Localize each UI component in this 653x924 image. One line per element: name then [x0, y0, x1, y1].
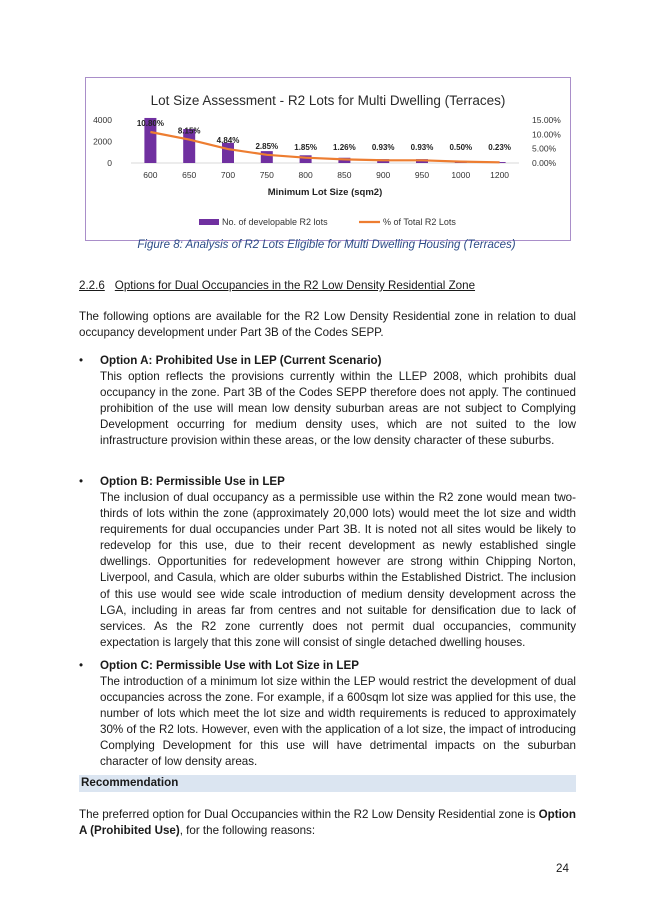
data-label: 0.23%	[488, 143, 511, 152]
option-a-text: This option reflects the provisions currently within the LLEP 2008, which prohibits dual occupancy in the zone. Part 3B of the Codes SEPP therefore does not apply. The continued prohibition of the use will mean low density suburban areas are not subject to Complying Development occurring for medium density uses, which are not suited to the low infrastructure provision within these areas, or the low density character of these suburbs.	[100, 370, 576, 448]
page-number: 24	[556, 862, 569, 875]
bar-700	[222, 143, 234, 163]
x-tick: 750	[259, 170, 274, 180]
data-label: 10.80%	[136, 119, 164, 129]
data-label: 1.26%	[333, 143, 356, 152]
option-b-title: Option B: Permissible Use in LEP	[100, 475, 285, 488]
figure-caption: Figure 8: Analysis of R2 Lots Eligible for Multi Dwelling Housing (Terraces)	[137, 239, 516, 251]
data-label: 0.93%	[371, 143, 395, 152]
recommendation-text-2: , for the following reasons:	[179, 824, 316, 838]
recommendation-option: Option A (Prohibited Use)	[79, 808, 576, 838]
data-label: 2.85%	[255, 141, 279, 151]
x-tick: 900	[376, 170, 391, 180]
x-tick: 950	[414, 170, 430, 180]
option-c-title: Option C: Permissible Use with Lot Size in LEP	[100, 659, 359, 672]
y-right-tick: 15.00%	[532, 115, 561, 125]
data-label: 4.84%	[216, 136, 240, 146]
y-right-tick: 10.00%	[532, 129, 561, 140]
bullet-icon: •	[79, 659, 84, 672]
legend-swatch-bars	[199, 219, 219, 225]
x-tick: 1200	[490, 170, 510, 180]
bullet-icon: •	[79, 354, 84, 367]
y-right-tick: 5.00%	[532, 143, 557, 154]
chart-frame	[85, 77, 571, 241]
legend-label-bars: No. of developable R2 lots	[222, 217, 328, 227]
legend-label-line: % of Total R2 Lots	[383, 217, 456, 227]
intro-paragraph: The following options are available for the R2 Low Density Residential zone in relation to dual occupancy development under Part 3B of the Codes SEPP.	[79, 310, 576, 340]
x-tick: 700	[220, 170, 236, 180]
x-tick: 600	[143, 170, 158, 180]
data-label: 0.93%	[410, 143, 434, 152]
option-c-text: The introduction of a minimum lot size within the LEP would restrict the development of dual occupancies across the zone. For example, if a 600sqm lot size was applied for this use, the number of lots which meet the lot size and width requirements is reduced to approximately 30% of the R2 lots. However, even with the application of a lot size, the impact of introducing Complying Development for this use will have detrimental impacts on the suburban character of low density areas.	[100, 675, 576, 769]
option-a-title: Option A: Prohibited Use in LEP (Current Scenario)	[100, 354, 382, 367]
bar-750	[261, 151, 273, 163]
x-tick: 850	[337, 170, 352, 180]
x-axis-title: Minimum Lot Size (sqm2)	[267, 187, 383, 198]
section-heading	[79, 279, 475, 292]
recommendation-heading: Recommendation	[81, 776, 179, 789]
y-left-tick: 0	[107, 158, 112, 168]
section-number: 2.2.6	[79, 279, 105, 292]
series-line-pct	[150, 132, 499, 162]
chart-title: Lot Size Assessment - R2 Lots for Multi Dwelling (Terraces)	[150, 93, 506, 108]
section-title: Options for Dual Occupancies in the R2 Low Density Residential Zone	[114, 279, 476, 292]
x-tick: 1000	[451, 170, 471, 180]
y-left-tick: 4000	[93, 115, 112, 125]
option-b-text: The inclusion of dual occupancy as a permissible use within the R2 zone would mean two-thirds of lots within the zone (approximately 20,000 lots) would meet the lot size and width requirements for dual occupancies under Part 3B. It is noted not all sites would be likely to redevelop for this use, due to their recent development as newly established single dwellings. Opportunities for redevelopment however are strong within Chipping Norton, Liverpool, and Casula, which are older suburbs within the Established District. The inclusion of this use would see wide scale introduction of medium density development across the LGA, including in areas far from centres and not suitable for densification due to lack of services. As the R2 zone currently does not permit dual occupancies, community expectation is largely that this zone will consist of single detached dwelling houses.	[100, 491, 576, 649]
x-tick: 800	[298, 170, 313, 180]
recommendation-heading-bar	[79, 775, 576, 792]
data-label: 8.15%	[177, 126, 201, 136]
bullet-icon: •	[79, 475, 84, 488]
data-label: 1.85%	[294, 143, 317, 152]
recommendation-text-1: The preferred option for Dual Occupancies within the R2 Low Density Residential zone is	[79, 808, 536, 821]
x-tick: 650	[182, 170, 197, 180]
y-right-tick: 0.00%	[532, 158, 557, 168]
recommendation-paragraph	[79, 807, 576, 839]
y-left-tick: 2000	[93, 136, 112, 147]
chart	[86, 78, 570, 240]
data-label: 0.50%	[449, 143, 473, 152]
